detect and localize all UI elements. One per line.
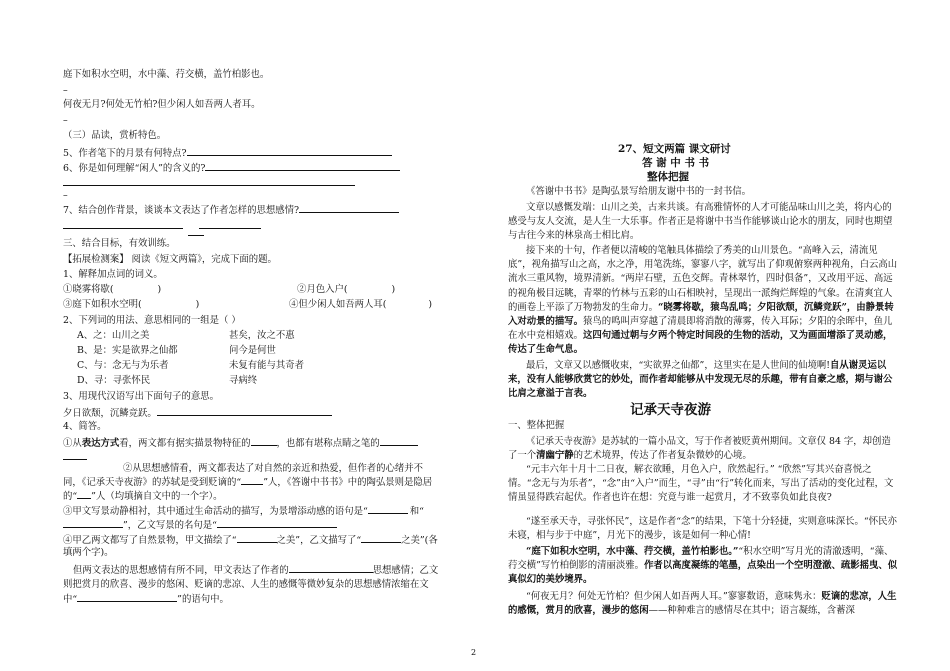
essay-title-2: 记承天寺夜游 (630, 402, 711, 418)
paragraph: 文章以感慨发端：山川之美，古来共谈。有高雅情怀的人才可能品味山川之美，将内心的感受与友人交流，是人生一大乐事。作者正是将谢中书当作能够谈山论水的朋友，同时也期望与古往今来的林泉高士相比肩。 (508, 202, 893, 241)
answer-blank[interactable] (187, 146, 392, 156)
q1-b-label: ②月色入户( (297, 284, 348, 295)
p3-c: 猿鸟的鸣叫声穿越了清晨即将消散的薄雾，传入耳际；夕阳的余晖中，鱼儿在水中竞相嬉戏。 (508, 316, 893, 342)
answer-blank[interactable] (63, 176, 355, 190)
option-c2: 未复有能与其奇者 (229, 360, 305, 371)
r5-c: ——种种难言的感情尽在其中；语言凝练，含蓄深 (648, 605, 855, 616)
answer-blank[interactable] (63, 219, 261, 233)
answer-blank[interactable] (63, 450, 87, 464)
answer-blank[interactable] (63, 518, 123, 528)
p4-a: 最后，文章又以感慨收束，“实欲界之仙都”，这里实在是人世间的仙境啊! (526, 360, 830, 371)
answer-blank[interactable] (251, 436, 277, 446)
answer-blank[interactable] (77, 489, 91, 499)
section-heading: 三、结合目标，有效训练。 (63, 238, 176, 249)
q4-3-c: ”，乙文写景的名句是“ (123, 520, 217, 531)
paren: ) (391, 284, 396, 295)
paragraph (508, 545, 898, 587)
paragraph (508, 435, 898, 463)
q3-sentence (63, 406, 332, 420)
essay-title: 答 谢 中 书 书 (642, 157, 710, 169)
q4-3-b: 和“ (409, 506, 424, 517)
q1-d (289, 299, 432, 311)
paragraph (508, 359, 898, 402)
option-a: A、之：山川之美 (77, 330, 150, 341)
question-label: 7、结合创作背景，谈谈本文表达了作者怎样的思想感情? (63, 205, 299, 216)
dash: – (63, 115, 68, 126)
q1-d-label: ④但少闲人如吾两人耳( (289, 299, 387, 310)
option-d2: 寻病终 (229, 375, 258, 386)
question-5 (63, 146, 392, 160)
q4-1 (63, 436, 418, 450)
q4-4 (63, 533, 441, 559)
question-3: 3、用现代汉语写出下面句子的意思。 (63, 391, 219, 402)
q4-5 (63, 563, 441, 607)
q4-2 (63, 463, 441, 503)
answer-blank[interactable] (299, 203, 399, 213)
q1-a (63, 284, 161, 296)
q3-text: 夕日欲颓，沉鳞竞跃。 (63, 408, 157, 419)
q4-4-b: 之美”，乙文描写了“ (276, 535, 362, 546)
q1-a-label: ①晓雾将歇( (63, 284, 114, 295)
r4-a: “庭下如积水空明，水中藻、荇交横，盖竹柏影也。” (526, 546, 739, 557)
answer-blank[interactable] (237, 533, 277, 543)
q4-1-a: ①从 (63, 438, 82, 449)
paragraph (508, 244, 898, 358)
section-heading: 一、整体把握 (508, 420, 565, 431)
question-1: 1、解释加点词的词义。 (63, 269, 163, 280)
q4-5-a: 但两文表达的思想感情有所不同，甲文表达了作者的 (73, 565, 289, 576)
paragraph (508, 590, 898, 618)
r1-c: 的艺术境界，传达了作者复杂微妙的心境。 (573, 450, 752, 461)
paragraph: 《答谢中书书》是陶弘景写给朋友谢中书的一封书信。 (526, 186, 752, 197)
q4-3-a: ③甲文写景动静相衬，其中通过生命活动的描写，为景增添动感的语句是“ (63, 506, 368, 517)
p3-b: “晓雾将歇，猿鸟乱鸣；夕阳欲颓，沉鳞竞跃”，由静景转入对动景的描写。 (508, 301, 894, 328)
answer-blank[interactable] (205, 161, 400, 171)
text-line: 何夜无月?何处无竹柏?但少闲人如吾两人者耳。 (63, 99, 261, 110)
paragraph: “元丰六年十月十二日夜，解衣欲睡，月色入户，欣然起行。” “欣然”写其兴奋喜悦之情。“念无与为乐者”，“念”由“入户”而生，“寻”由“行”转化而来，写出了活动的变化过程，文情虽显得跌宕起伏。作者也许在想：究竟与谁一起赏月，才不致辜负如此良夜? (508, 464, 894, 503)
q4-1-c: 看，两文都有据实描景物特征的 (119, 438, 251, 449)
page-number: 2 (471, 648, 477, 657)
option-d: D、寻：寻张怀民 (77, 375, 151, 386)
r1-a: 《记承天寺夜游》是苏轼的一篇小品文，写于作者被贬黄州期间。文章仅 84 字，却创造了一个 (508, 436, 891, 461)
question-6 (63, 161, 400, 175)
expand-title: 【拓展检测案】 阅读《短文两篇》，完成下面的题。 (63, 254, 277, 265)
text-line: 庭下如积水空明，水中藻、荇交横，盖竹柏影也。 (63, 69, 270, 80)
question-2: 2、下列词的用法、意思相同的一组是（ ） (63, 315, 241, 326)
lesson-title: 27、短文两篇 课文研讨 (618, 143, 731, 155)
q4-5-c: ”的语句中。 (177, 594, 229, 605)
paragraph: “遂至承天寺，寻张怀民”，这是作者“念”的结果，下笔十分轻捷，实则意味深长。“怀民亦未寝，相与步于中庭”，月光下的漫步，该是如何一种心情! (508, 516, 897, 541)
answer-blank[interactable] (77, 592, 177, 602)
answer-blank[interactable] (361, 533, 401, 543)
answer-blank[interactable] (217, 518, 337, 528)
answer-blank[interactable] (188, 226, 204, 240)
q4-5-b: 思想感情；乙文则把赏月的欣喜、漫步的悠闲、贬谪的悲凉、人生的感慨等微妙复杂的思想感情浓缩在文中“ (63, 565, 439, 605)
answer-blank[interactable] (241, 475, 263, 485)
r4-b: “积水空明”写月光的清澈透明，“藻、荇交横”写竹柏倒影的清丽淡雅。 (508, 546, 894, 571)
question-7 (63, 203, 399, 217)
q4-1-b: 表达方式 (81, 438, 120, 449)
r5-a: “何夜无月？何处无竹柏？但少闲人如吾两人耳。”寥寥数语，意味隽永： (526, 591, 822, 602)
question-label: 6、你是如何理解“闲人”的含义的? (63, 163, 206, 174)
answer-blank[interactable] (380, 436, 418, 446)
q1-c-label: ③庭下如积水空明( (63, 299, 142, 310)
option-c: C、与：念无与为乐者 (77, 360, 169, 371)
question-label: 5、作者笔下的月景有何特点? (63, 148, 187, 159)
option-b: B、是：实是欲界之仙都 (77, 345, 178, 356)
q4-2-b: ”人，《答谢中书书》中的陶弘景则是隐居的“ (63, 477, 433, 502)
dash: – (63, 85, 68, 96)
paren: ) (428, 299, 433, 310)
r1-b: 清幽宁静 (536, 450, 574, 461)
paren: ) (195, 299, 200, 310)
answer-blank[interactable] (157, 406, 332, 416)
q1-c (63, 299, 199, 311)
q4-1-d: ，也都有堪称点睛之笔的 (276, 438, 380, 449)
option-b2: 问今是何世 (229, 345, 276, 356)
dash: – (63, 190, 68, 201)
paren: ) (157, 284, 162, 295)
section-heading: 整体把握 (647, 171, 689, 183)
answer-blank[interactable] (289, 563, 373, 573)
p3-a: 接下来的十句，作者便以清峻的笔触具体描绘了秀美的山川景色。“高峰入云，清流见底”，视角描写山之高，水之净，用笔洗练，寥寥八字，就写出了仰观俯察两种视角，白云高山流水三重风物，境界清新。“两岸石壁，五色交辉。青林翠竹，四时俱备”，又改用平远、高远的视角极目远眺，青翠的竹林与五彩的山石相映衬，呈现出一派绚烂辉煌的气象。在清爽宜人的画卷上平添了万物勃发的生命力。 (508, 245, 898, 313)
q4-4-c: 之美”(各填两个字)。 (63, 535, 438, 558)
text-line: （三）品读，赏析特色。 (63, 130, 167, 141)
answer-blank[interactable] (368, 504, 408, 514)
r5-b: 贬谪的悲凉，人生的感慨，赏月的欣喜，漫步的悠闲 (508, 591, 897, 616)
p3-d: 这四句通过朝与夕两个特定时间段的生物的活动，又为画面增添了灵动感，传达了生命气息。 (508, 330, 893, 356)
q4-4-a: ④甲乙两文都写了自然景物，甲文描绘了“ (63, 535, 237, 546)
question-4: 4、简答。 (63, 421, 107, 432)
r4-c: 作者以高度凝练的笔墨，点染出一个空明澄澈、疏影摇曳、似真似幻的美妙境界。 (508, 560, 898, 585)
q4-2-a: ②从思想感情看，两文都表达了对自然的亲近和热爱，但作者的心绪并不同，《记承天寺夜游》的苏轼是受到贬谪的“ (63, 463, 424, 488)
p4-b: 自从谢灵运以来，没有人能够欣赏它的妙处，而作者却能够从中发现无尽的乐趣，带有自豪之感，期与谢公比肩之意溢于言表。 (508, 360, 893, 400)
q4-3 (63, 504, 441, 532)
option-a2: 甚矣，汝之不惠 (229, 330, 295, 341)
q4-2-c: ”人（均填摘自文中的一个字）。 (91, 491, 223, 502)
q1-b (297, 284, 395, 296)
